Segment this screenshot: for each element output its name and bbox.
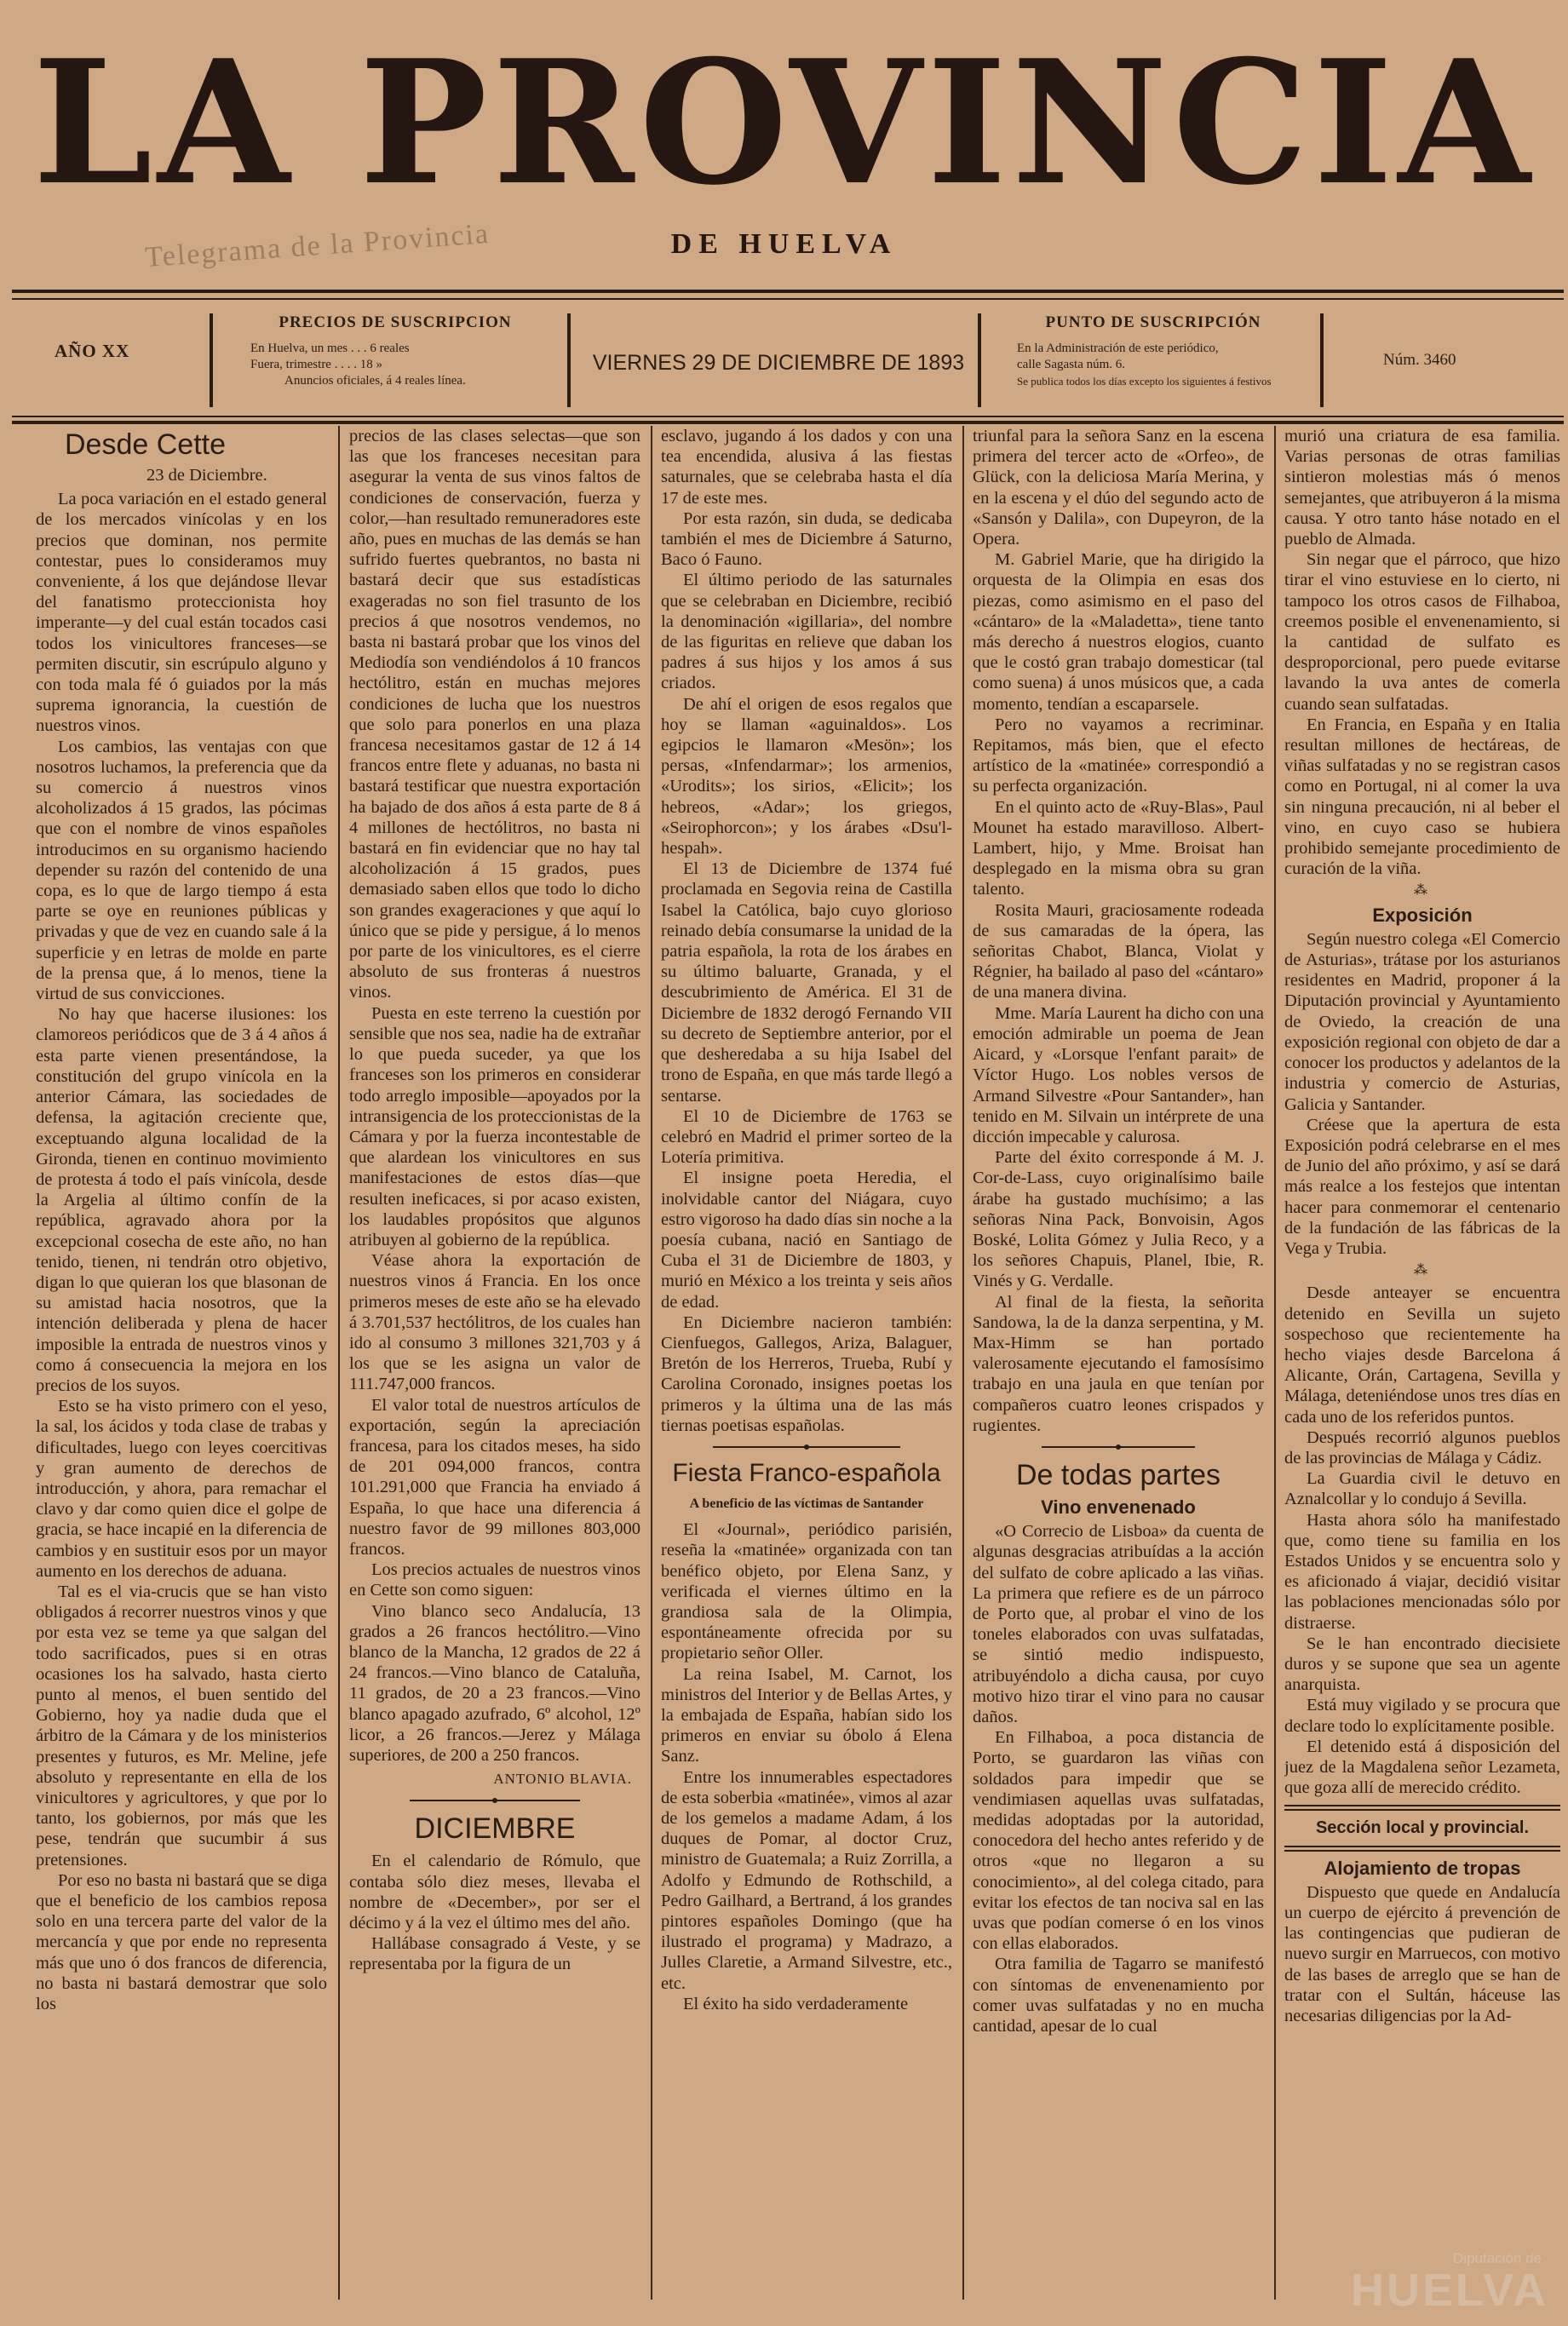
paragraph: El éxito ha sido verdaderamente [683, 1994, 909, 2013]
issue-number: Núm. 3460 [1383, 351, 1456, 369]
column-3 [661, 426, 952, 2300]
paragraph: «O Correcio de Lisboa» da cuenta de algunas desgracias atribuídas a la acción del sulfato de cobre aplicado a las viñas. La primera que refiere es de un párroco de Porto que, al probar el vino de los toneles elaborados con uvas sulfatadas, se sintió medio indispuesto, atribuyéndolo a dicha causa, por cuyo motivo hizo tirar el vino para no causar daños. [973, 1522, 1264, 1726]
article-subtitle: A beneficio de las víctimas de Santander [689, 1496, 924, 1511]
paragraph: M. Gabriel Marie, que ha dirigido la orquesta de la Olimpia en esas dos piezas, como asimismo en el paso del «cántaro» de la «Maladetta», tiene tanto más derecho á nuestros elogios, cuanto que le costó gran trabajo domesticar (tal como suena) á unos músicos que, a cada momento, tendían a escaparsele. [973, 550, 1264, 714]
prices-box [225, 307, 566, 413]
info-separator [567, 313, 571, 407]
newspaper-title: LA PROVINCIA [32, 23, 1536, 223]
paragraph: La Guardia civil le detuvo en Aznalcollar y lo condujo á Sevilla. [1284, 1469, 1560, 1509]
paragraph: Desde anteayer se encuentra detenido en Sevilla un sujeto sospechoso que recientemente ha hecho viajes desde Barcelona á Alicante, Orán, Cartagena, Sevilla y Málaga, deteniéndose unos tres días en cada uno de los referidos puntos. [1284, 1284, 1560, 1427]
point-line: Se publica todos los días excepto los siguientes á festivos [1017, 375, 1272, 388]
paragraph: La poca variación en el estado general de los mercados vinícolas y en los precios que dominan, nos permite contestar, pues lo consideramos muy conveniente, á los que dejándose llevar del fanatismo proteccionista hoy imperante—y del cual están tocados casi todos los vinicultores franceses—se permiten discutir, sin escrúpulo alguno y con toda mala fé ó guiados por la más suprema ignorancia, la cuestión de nuestros vinos. [36, 490, 327, 736]
info-bar [12, 307, 1564, 413]
subscription-point-title: PUNTO DE SUSCRIPCIÓN [1045, 313, 1261, 331]
watermark-line1: Diputación de [1453, 2250, 1542, 2266]
paragraph: En el quinto acto de «Ruy-Blas», Paul Mounet ha estado maravilloso. Albert-Lambert, hijo, y Mme. Broisat han desplegado en la misma obra su gran talento. [973, 797, 1264, 899]
paragraph: De ahí el origen de esos regalos que hoy se llaman «aguinaldos». Los egipcios le llamaron «Mesön»; los persas, «Infendarmar»; los armenios, «Urodits»; los sirios, «Elicit»; los hebreos, «Adar»; los griegos, «Seirophorcon»; y los árabes «Dsu'l-hespah». [661, 694, 952, 859]
paragraph: Otra familia de Tagarro se manifestó con síntomas de envenenamiento por comer uvas sulfatadas y no en mucha cantidad, apesar de lo cual [973, 1955, 1264, 2036]
paragraph: esclavo, jugando á los dados y con una tea encendida, alusiva á las fiestas saturnales, que se celebraba hasta el día 17 de este mes. [661, 427, 952, 508]
article-title: De todas partes [1015, 1458, 1221, 1491]
prices-line: Anuncios oficiales, á 4 reales línea. [284, 374, 466, 388]
info-separator [210, 313, 213, 407]
article-title: Fiesta Franco-española [672, 1458, 941, 1487]
column-rule [651, 426, 652, 2300]
ornament-rule-icon [1042, 1443, 1195, 1451]
info-separator [1320, 313, 1324, 407]
paragraph: El valor total de nuestros artículos de exportación, según la apreciación francesa, para los citados meses, ha sido de 201 094,000 francos, contra 101.291,000 que Francia ha enviado á España, lo que hace una diferencia á nuestro favor de 99 millones 803,000 francos. [349, 1395, 640, 1559]
masthead-rule-top [12, 290, 1564, 293]
point-line: En la Administración de este periódico, [1017, 342, 1219, 355]
paragraph: murió una criatura de esa familia. Varias personas de otras familias sintieron molestias más ó menos semejantes, que atribuyeron á la misma causa. Y otro tanto háse notado en el pueblo de Almada. [1284, 427, 1560, 549]
paragraph: Puesta en este terreno la cuestión por sensible que nos sea, nadie ha de extrañar lo que pueda suceder, ya que los franceses son los primeros en considerar todo arreglo imposible—apoyados por la intransigencia de los proteccionistas de la Cámara y por la fuerza incontestable de que alardean los vinicultores en sus manifestaciones de estos días—que resulten ineficaces, si por acaso existen, los laudables propósitos que algunos atribuyen al gobierno de la república. [349, 1003, 640, 1249]
paragraph: Esto se ha visto primero con el yeso, la sal, los ácidos y toda clase de trabas y dificultades, luego con leyes coercitivas y gran aumento de derechos de introducción, y ahora, para remachar el clavo y dar como quien dice el golpe de gracia, se hace incapié en la diferencia de cambios y en sustituir esos por un mayor aumento en los derechos de aduana. [36, 1397, 327, 1581]
column-rule [1274, 426, 1276, 2300]
paragraph: El «Journal», periódico parisién, reseña la «matinée» organizada con tan benéfico objeto, por Elena Sanz, y verificada el viernes último en la grandiosa sala de la Olimpia, espontáneamente ofrecida por su propietario señor Oller. [661, 1520, 952, 1663]
issue-date: VIERNES 29 DE DICIEMBRE DE 1893 [592, 351, 965, 375]
paragraph: El último periodo de las saturnales que se celebraban en Diciembre, recibió la denominación «igillaria», del nombre de las figuritas en relieve que daban los padres á sus hijos y los amos á sus criados. [661, 571, 952, 693]
column-2 [349, 426, 640, 2300]
section-title: Sección local y provincial. [1315, 1818, 1530, 1838]
section-rule [1284, 1846, 1560, 1852]
paragraph: Está muy vigilado y se procura que declare todo lo explícitamente posible. [1284, 1696, 1560, 1736]
ornament [661, 1443, 952, 1451]
paragraph: precios de las clases selectas—que son las que los franceses necesitan para asegurar la venta de sus vinos faltos de condiciones de conservación, fuerza y color,—han resultado remuneradores este año, pues en muchas de las demás se han sufrido fuertes quebrantos, no basta ni bastará decir que sus estadísticas exageradas no son fiel trasunto de los precios á que nosotros vendemos, no basta ni bastará probar que los vinos del Mediodía son vendiéndolos á 10 francos hectólitro, están en muchas mejores condiciones de lucha que los nuestros que solo para ponerlos en una plaza francesa necesitamos gastar de 12 á 14 francos entre flete y aduanas, no basta ni bastará testificar que nuestra exportación ha bajado de dos años á esta parte de 8 á 4 millones de hectólitros, no basta ni bastará en fin evidenciar que no hay tal alcoholización á 15 grados, pues demasiado saben ellos que todo lo dicho son grandes exageraciones y que aquí lo único que se pide y persigue, á lo menos por parte de los vinicultores, es el cierre absoluto de sus fronteras á nuestros vinos. [349, 427, 640, 1002]
paragraph: Hallábase consagrado á Veste, y se representaba por la figura de un [349, 1934, 640, 1974]
prices-line: En Huelva, un mes . . . 6 reales [250, 342, 410, 355]
paragraph: En el calendario de Rómulo, que contaba sólo diez meses, llevaba el nombre de «December», por ser el décimo y á la vez el último mes del año. [349, 1852, 640, 1933]
paragraph: Rosita Mauri, graciosamente rodeada de sus camaradas de la ópera, las señoritas Chabot, Blanca, Violat y Régnier, ha bailado al paso del «cántaro» de una manera divina. [973, 900, 1264, 1002]
ornament [349, 1796, 640, 1805]
year-box [12, 307, 204, 413]
paragraph: Mme. María Laurent ha dicho con una emoción admirable un poema de Jean Aicard, y «Lorsque l'enfant parait» de Víctor Hugo. Los nobles versos de Armand Silvestre «Pour Santander», han tenido en M. Silvain un intérprete de una dicción impecable y calurosa. [973, 1003, 1264, 1146]
ornament [973, 1443, 1264, 1451]
paragraph: En Francia, en España y en Italia resultan millones de hectáreas, de viñas sulfatadas y no se registran casos como en Portugal, ni al comer la uva sin ninguna precaución, ni al beber el vino, en cuyo caso se hubiera prohibido semejante procedimiento de curación de la viña. [1284, 715, 1560, 879]
paragraph: Según nuestro colega «El Comercio de Asturias», trátase por los asturianos residentes en Madrid, proponer á la Diputación provincial y Ayuntamiento de Oviedo, la creación de una exposición regional con objeto de dar a conocer los productos y adelantos de la industria y comercio de Asturias, Galicia y Santander. [1284, 929, 1560, 1114]
columns [12, 426, 1564, 2300]
paragraph: El 13 de Diciembre de 1374 fué proclamada en Segovia reina de Castilla Isabel la Católica, bajo cuyo glorioso reinado debía consumarse la unidad de la patria española, la rota de los árabes en su último baluarte, Granada, y el descubrimiento de América. El 31 de Diciembre de 1832 derogó Fernando VII su decreto de Septiembre anterior, por el que desheredaba a su hija Isabel del trono de España, en que más tarde llegó a sentarse. [661, 859, 952, 1106]
number-box [1341, 307, 1564, 413]
paragraph: En Filhaboa, a poca distancia de Porto, se guardaron las viñas con soldados para impedir que se vendimiasen aquellas uvas sulfatadas, medidas adoptadas por la autoridad, conocedora del hecho antes referido y de otros «que no llegaron a su conocimiento», al del colega citado, para evitar los efectos de tan nociva sal en las uvas que podían comerse ó en los vinos con ellas elaborados. [973, 1728, 1264, 1954]
paragraph: Hasta ahora sólo ha manifestado que, como tiene su familia en los Estados Unidos y se encuentra solo y es aficionado á viajar, decidió visitar las poblaciones mencionadas sólo por distraerse. [1284, 1510, 1560, 1633]
ornament-rule-icon [713, 1443, 900, 1451]
paragraph: Los cambios, las ventajas con que nosotros luchamos, la preferencia que da su comercio á nuestros vinos alcoholizados á 15 grados, las pócimas que con el nombre de vinos españoles introducimos en su organismo haciendo depender su razón del contenido de una copa, es lo que de largo tiempo á esta parte se oye en reuniones públicas y privadas y que de vez en cuando sale á la superficie y en letras de molde en parte de la prensa que, á lo menos, tiene la virtud de sus convicciones. [36, 737, 327, 1004]
paragraph: La reina Isabel, M. Carnot, los ministros del Interior y de Bellas Artes, y la embajada de España, habían sido los primeros en enviar su óbolo á Elena Sanz. [661, 1664, 952, 1766]
paragraph: Los precios actuales de nuestros vinos en Cette son como siguen: [349, 1560, 640, 1600]
paragraph: Se le han encontrado diecisiete duros y se supone que sea un agente anarquista. [1284, 1634, 1560, 1695]
prices-line: Fuera, trimestre . . . . 18 » [250, 358, 382, 371]
article-signature: ANTONIO BLAVIA. [493, 1771, 632, 1788]
masthead-rule-bottom [12, 416, 1564, 417]
archive-watermark [1233, 2248, 1548, 2317]
column-rule [962, 426, 964, 2300]
paragraph: Al final de la fiesta, la señorita Sandowa, la de la danza serpentina, y M. Max-Himm se han portado valerosamente ejecutando el famosísimo trabajo en una jaula en que tenían por compañeros cuatro leones crispados y rugientes. [973, 1292, 1264, 1435]
paragraph: Pero no vayamos a recriminar. Repitamos, más bien, que el efecto artístico de la «matinée» correspondió a su perfecta organización. [973, 715, 1264, 796]
paragraph: Vino blanco seco Andalucía, 13 grados a 26 francos hectólitro.—Vino blanco de la Mancha, 12 grados de 22 á 24 francos.—Vino blanco de Cataluña, 11 grados, de 20 a 23 francos.—Vino blanco apagado azufrado, 6º alcohol, 12º licor, a 26 francos.—Jerez y Málaga superiores, de 200 a 250 francos. [349, 1601, 640, 1765]
masthead-rule-bottom-thick [12, 421, 1564, 424]
point-line: calle Sagasta núm. 6. [1017, 358, 1126, 371]
ornament-rule-icon [410, 1796, 580, 1805]
column-4 [973, 426, 1264, 2300]
year-label: AÑO XX [55, 341, 130, 361]
paragraph: El 10 de Diciembre de 1763 se celebró en Madrid el primer sorteo de la Lotería primitiva. [661, 1106, 952, 1168]
paragraph: triunfal para la señora Sanz en la escena primera del tercer acto de «Orfeo», de Glück, con la deliciosa María Merina, y en la escena y el dúo del segundo acto de «Sansón y Dalila», con Dupeyron, de la Opera. [973, 427, 1264, 549]
masthead [0, 23, 1568, 223]
paragraph: No hay que hacerse ilusiones: los clamoreos periódicos que de 3 á 4 años á esta parte vienen presentándose, la constitución del grupo vinícola en la anterior Cámara, las sociedades de defensa, la agitación creciente que, exceptuando alguna localidad de la Gironda, tienen en continuo movimiento de protesta á todo el país vinícola, desde la Argelia al último confín de la república, agravado ahora por la excepcional cosecha de este año, no han tenido, tienen, ni tendrán otro objetivo, digan lo que quieran los que blasonan de su amistad hacia nosotros, que la intención deliberada y plena de hacer imposible la entrada de nuestros vinos y como á consecuencia la mejora en los precios de los suyos. [36, 1005, 327, 1395]
bleed-through-text: Telegrama de la Provincia [144, 217, 491, 274]
paragraph: Después recorrió algunos pueblos de las provincias de Málaga y Cádiz. [1284, 1427, 1560, 1467]
masthead-rule-top-thin [12, 298, 1564, 300]
paragraph: Tal es el via-crucis que se han visto obligados á recorrer nuestros vinos y que por esta vez se teme ya que salgan del todo sacrificados, pues si en otras ocasiones los ha salvado, hasta cierto punto al menos, el buen sentido del Gobierno, hoy ya nadie duda que el árbitro de la Cámara y de los ministerios presentes y futuros, es Mr. Meline, jefe absoluto y representante en ella de los vinicultores y agricultores, y que por lo tanto, los gobiernos, por más que les pese, tendrán que sucumbir á sus pretensiones. [36, 1582, 327, 1869]
article-dateline: 23 de Diciembre. [146, 466, 267, 485]
separator-stars-icon: ⁂ [1414, 883, 1431, 899]
article-subtitle: Exposición [1372, 904, 1473, 926]
paragraph: El detenido está á disposición del juez de la Magdalena señor Lezameta, que goza allí de merecido crédito. [1284, 1737, 1560, 1798]
column-1 [36, 426, 327, 2300]
paragraph: Véase ahora la exportación de nuestros vinos á Francia. En los once primeros meses de este año se ha elevado á 3.701,537 hectólitros, de los cuales han ido al consumo 3 millones 321,703 y á los que se les asigna un valor de 111.747,000 francos. [349, 1251, 640, 1394]
column-5 [1284, 426, 1560, 2300]
paragraph: Parte del éxito corresponde á M. J. Cor-de-Lass, cuyo originalísimo baile árabe ha gustado muchísimo; a las señoras Nina Pack, Bonvoisin, Agos Boské, Lolita Gómez y Julia Reco, y a los señores Chapuis, Planel, Ibie, R. Vinés y G. Verdalle. [973, 1148, 1264, 1291]
section-rule [1284, 1805, 1560, 1811]
paragraph: El insigne poeta Heredia, el inolvidable cantor del Niágara, cuyo estro vigoroso ha dado días sin noche a la poesía cubana, nació en Santiago de Cuba el 31 de Diciembre de 1803, y murió en México a los treinta y seis años de edad. [661, 1169, 952, 1312]
article-subtitle: Vino envenenado [1041, 1496, 1196, 1518]
paragraph: Por eso no basta ni bastará que se diga que el beneficio de los cambios reposa solo en una tercera parte del valor de la mercancía y que por ende no representa más que uno ó dos francos de diferencia, no basta ni bastará demostrar que solo los [36, 1870, 327, 2014]
newspaper-subtitle: DE HUELVA [670, 228, 898, 260]
prices-title: PRECIOS DE SUSCRIPCION [279, 313, 512, 331]
paragraph: Por esta razón, sin duda, se dedicaba también el mes de Diciembre á Saturno, Baco ó Fauno. [661, 508, 952, 570]
paragraph: Dispuesto que quede en Andalucía un cuerpo de ejército á prevención de las contingencias que pudieran de nuevo surgir en Marruecos, con motivo de las bases de arreglo que se han de tratar con el Sultán, háceuse las necesarias diligencias por la Ad- [1284, 1882, 1560, 2026]
paragraph: Entre los innumerables espectadores de esta soberbia «matinée», vimos al azar de los gemelos a madame Adam, á los duques de Pomar, al doctor Cruz, ministro de Guatemala; a Ruiz Zorrilla, a Adolfo y Edmundo de Rothschild, a Pedro Gailhard, a Bertrand, á los grandes pintores españoles Domingo (que ha ilustrado el programa) y Madrazo, a Julles Claretie, a Armand Silvestre, etc., etc. [661, 1767, 952, 1993]
article-subtitle: Alojamiento de tropas [1324, 1857, 1521, 1879]
watermark-line2: HUELVA [1351, 2265, 1548, 2316]
info-separator [978, 313, 981, 407]
subscription-point-box [991, 307, 1315, 413]
paragraph: En Diciembre nacieron también: Cienfuegos, Gallegos, Ariza, Balaguer, Bretón de los Herreros, Trueba, Rubí y Carolina Coronado, insignes poetas los primeros y la última una de las más tiernas poetisas españolas. [661, 1312, 952, 1435]
article-title: DICIEMBRE [414, 1812, 576, 1846]
paragraph: Sin negar que el párroco, que hizo tirar el vino estuviese en lo cierto, ni tampoco los otros casos de Filhaboa, creemos posible el envenenamiento, si la cantidad de sulfato es desproporcional, pero puede evitarse lavando la uva antes de comerla cuando sean sulfatadas. [1284, 550, 1560, 714]
paragraph: Créese que la apertura de esta Exposición podrá celebrarse en el mes de Junio del año próximo, y así se dará más realce a los festejos que intentan hacer para conmemorar el centenario de la fundación de las fábricas de la Vega y Trubia. [1284, 1115, 1560, 1258]
separator-stars-icon: ⁂ [1414, 1263, 1431, 1278]
article-title: Desde Cette [65, 428, 226, 461]
column-rule [338, 426, 340, 2300]
date-box [583, 307, 974, 413]
